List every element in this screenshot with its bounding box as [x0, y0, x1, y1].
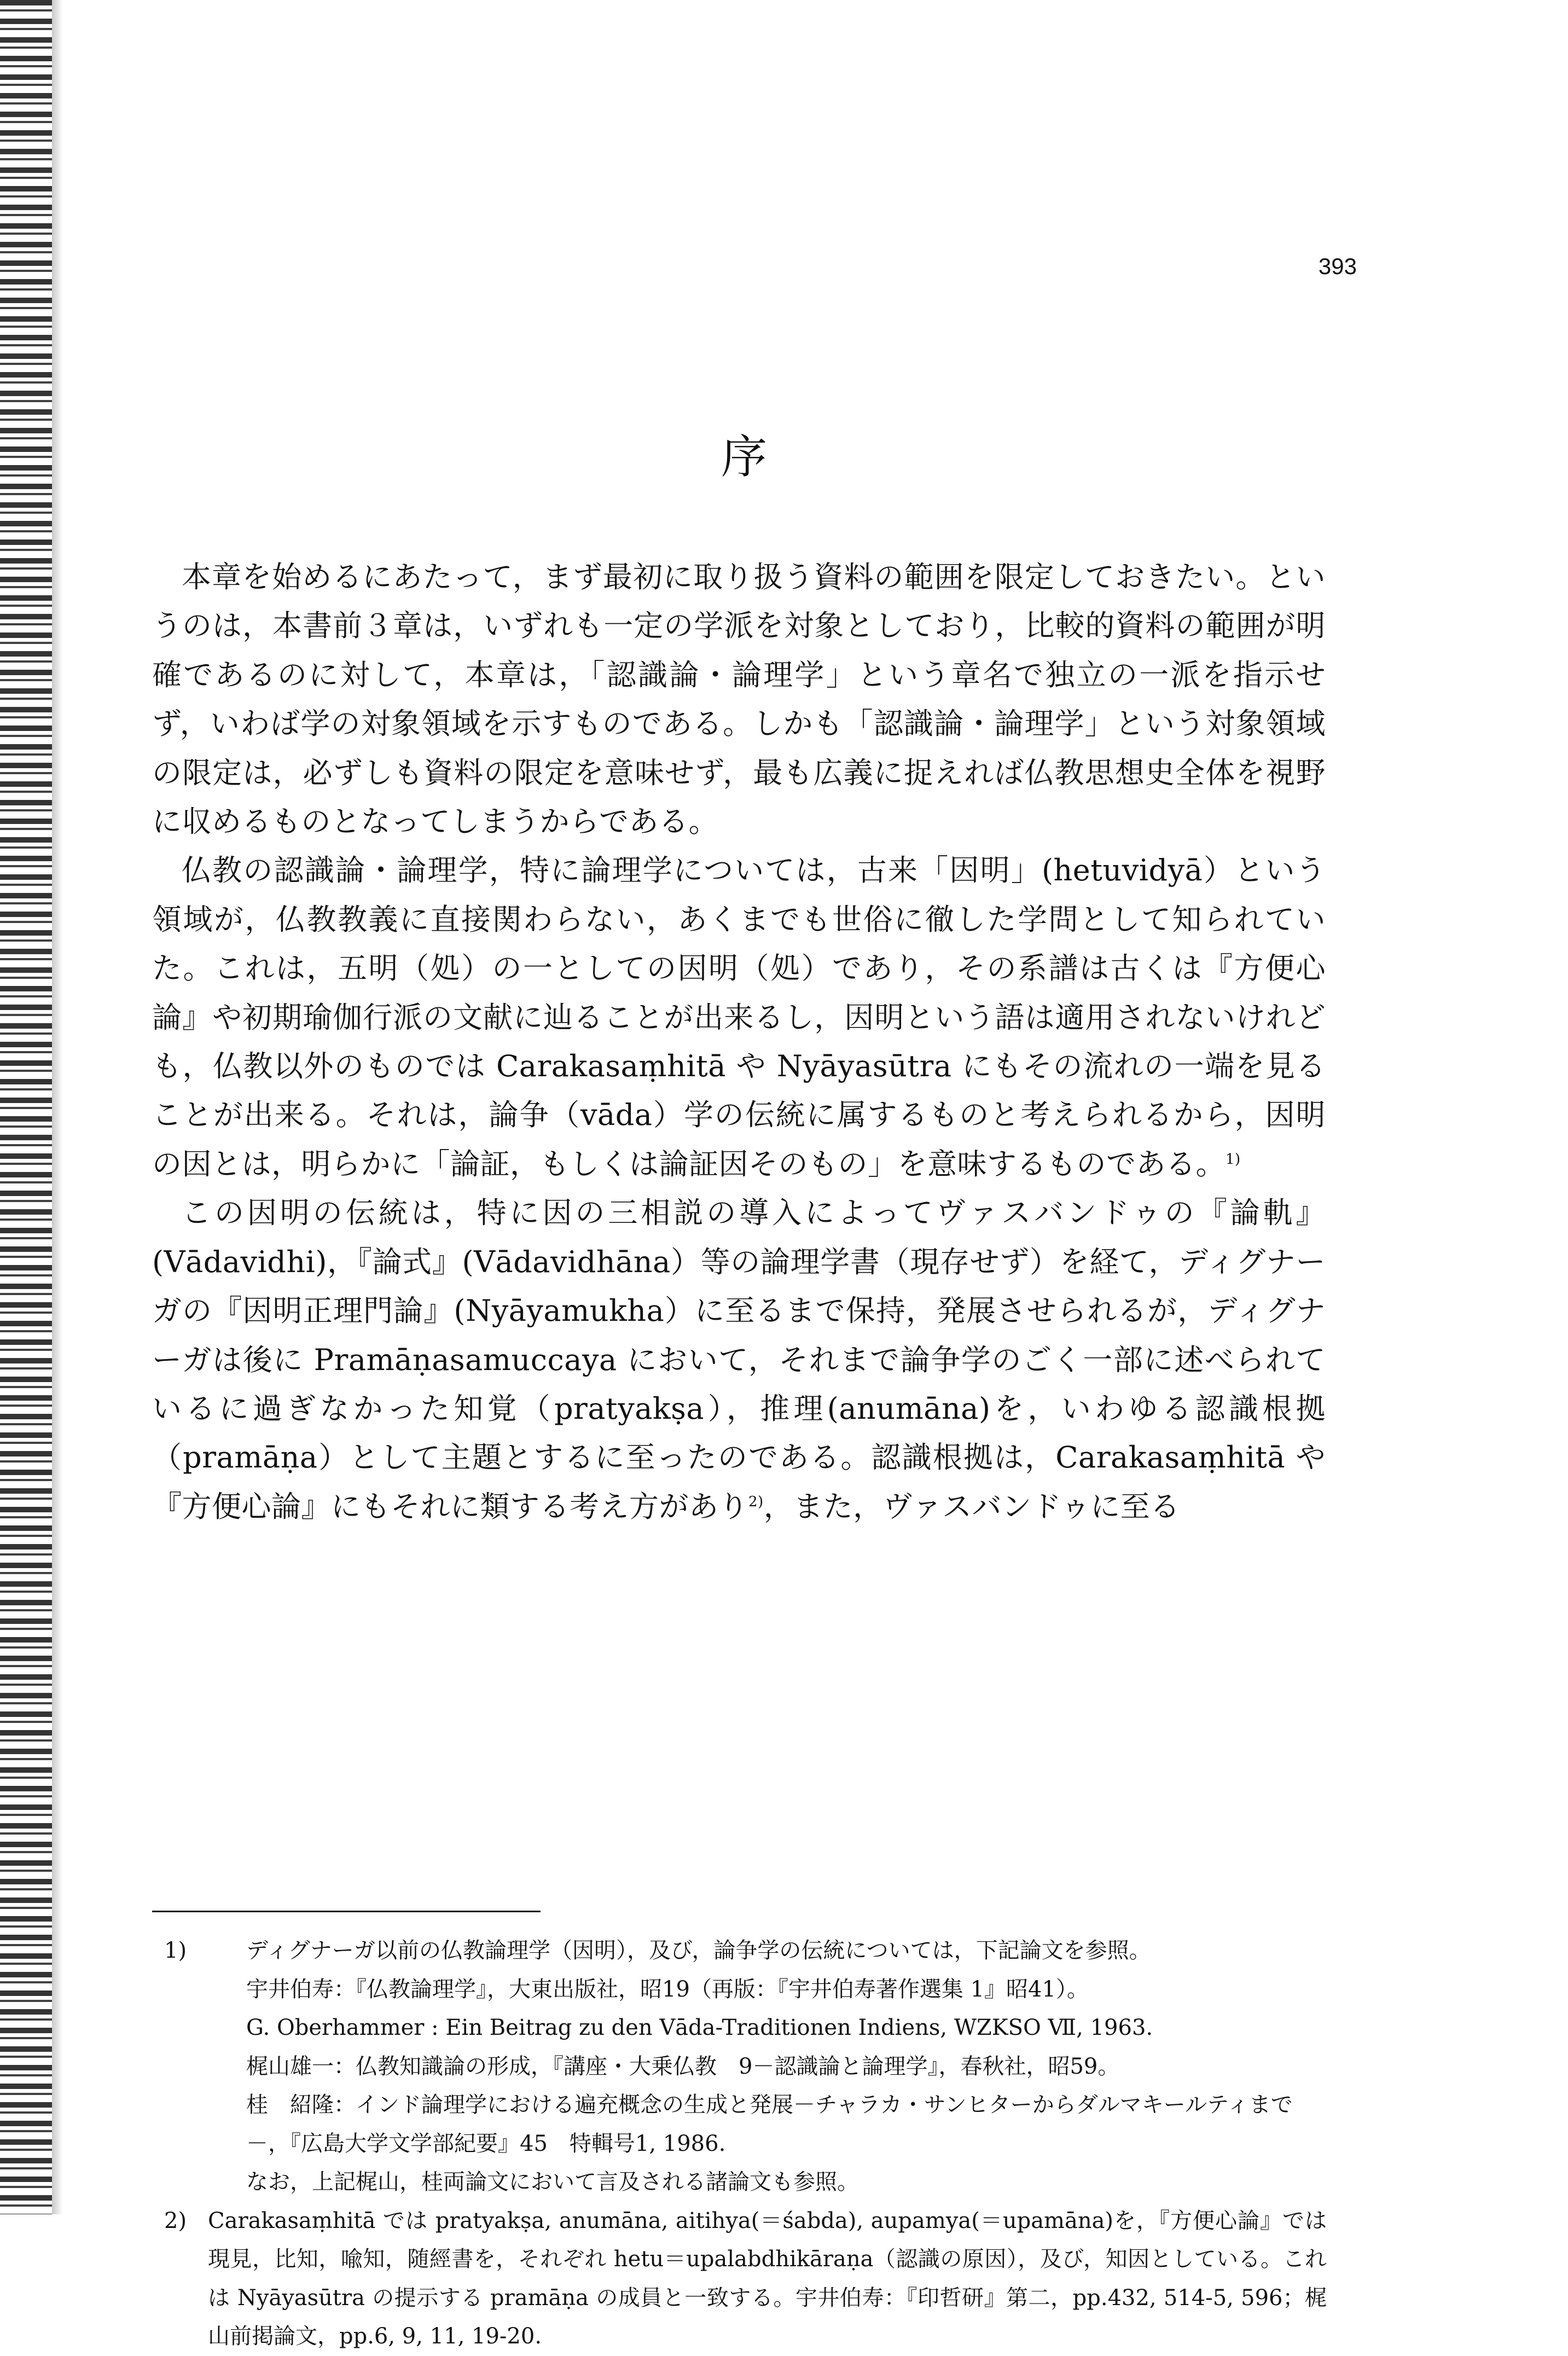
paragraph-3-text-after: ，また，ヴァスバンドゥに至る — [763, 1489, 1180, 1524]
footnote-2-number: 2) — [164, 2208, 187, 2233]
footnote-1-line: なお，上記梶山，桂両論文において言及される諸論文も参照。 — [246, 2169, 859, 2195]
footnote-ref-1: 1) — [1226, 1151, 1241, 1168]
footnote-1-number: 1) — [164, 1938, 187, 1963]
footnote-1-line: ディグナーガ以前の仏教論理学（因明），及び，論争学の伝統については，下記論文を参照。 — [246, 1938, 1151, 1963]
page-number: 393 — [1318, 253, 1357, 279]
paragraph-2-text: 仏教の認識論・論理学，特に論理学については，古来「因明」(hetuvidyā）という領域が，仏教教義に直接関わらない，あくまでも世俗に徹した学問として知られていた。これは，五明（処）の一としての因明（処）であり，その系譜は古くは『方便心論』や初期瑜伽行派の文献に辿ることが出来るし，因明という語は適用されないけれども，仏教以外のものでは Carakasaṃhitā や Nyāyasūtra にもその流れの一端を見ることが出来る。それは，論争（vāda）学の伝統に属するものと考えられるから，因明の因とは，明らかに「論証，もしくは論証因そのもの」を意味するものである。 — [152, 853, 1326, 1181]
footnote-rule — [152, 1911, 541, 1912]
footnotes — [164, 1931, 1327, 2356]
paragraph-2 — [152, 846, 1326, 1188]
footnote-1-body — [246, 1931, 1327, 2202]
footnote-1-line: 梶山雄一：仏教知識論の形成，『講座・大乗仏教 9－認識論と論理学』，春秋社，昭59。 — [246, 2053, 1120, 2079]
footnote-2 — [164, 2202, 1327, 2356]
chapter-title: 序 — [721, 430, 767, 484]
footnote-ref-2: 2) — [748, 1493, 764, 1510]
paragraph-3-text-before: この因明の伝統は，特に因の三相説の導入によってヴァスバンドゥの『論軌』(Vādavidhi)，『論式』(Vādavidhāna）等の論理学書（現存せず）を経て，ディグナーガの『因明正理門論』(Nyāyamukha）に至るまで保持，発展させられるが，ディグナーガは後に Pramāṇasamuccaya において，それまで論争学のごく一部に述べられているに過ぎなかった知覚（pratyakṣa），推理(anumāna)を，いわゆる認識根拠（pramāṇa）として主題とするに至ったのである。認識根拠は，Carakasaṃhitā や『方便心論』にもそれに類する考え方があり — [152, 1196, 1326, 1524]
footnote-1 — [164, 1931, 1327, 2202]
footnote-1-line: 桂 紹隆：インド論理学における遍充概念の生成と発展－チャラカ・サンヒターからダルマキールティまで－，『広島大学文学部紀要』45 特輯号1, 1986. — [246, 2092, 1293, 2156]
footnote-2-body: Carakasaṃhitā では pratyakṣa, anumāna, aitihya(＝śabda), aupamya(＝upamāna)を，『方便心論』では現見，比知，喩知，随經書を，それぞれ hetu＝upalabdhikāraṇa（認識の原因），及び，知因としている。これは Nyāyasūtra の提示する pramāṇa の成員と一致する。宇井伯寿：『印哲研』第二，pp.432, 514-5, 596；梶山前掲論文，pp.6, 9, 11, 19-20. — [208, 2208, 1327, 2349]
paragraph-3 — [152, 1188, 1326, 1531]
footnote-1-line: 宇井伯寿：『仏教論理学』，大東出版社，昭19（再版：『宇井伯寿著作選集 1』昭41）。 — [246, 1976, 1089, 2002]
body-text — [152, 553, 1326, 1531]
scan-binding-edge — [0, 0, 52, 2214]
footnote-1-line: G. Oberhammer : Ein Beitrag zu den Vāda-Traditionen Indiens, WZKSO Ⅶ, 1963. — [246, 2015, 1153, 2040]
paragraph-1: 本章を始めるにあたって，まず最初に取り扱う資料の範囲を限定しておきたい。というのは，本書前３章は，いずれも一定の学派を対象としており，比較的資料の範囲が明確であるのに対して，本章は，「認識論・論理学」という章名で独立の一派を指示せず，いわば学の対象領域を示すものである。しかも「認識論・論理学」という対象領域の限定は，必ずしも資料の限定を意味せず，最も広義に捉えれば仏教思想史全体を視野に収めるものとなってしまうからである。 — [152, 560, 1326, 839]
